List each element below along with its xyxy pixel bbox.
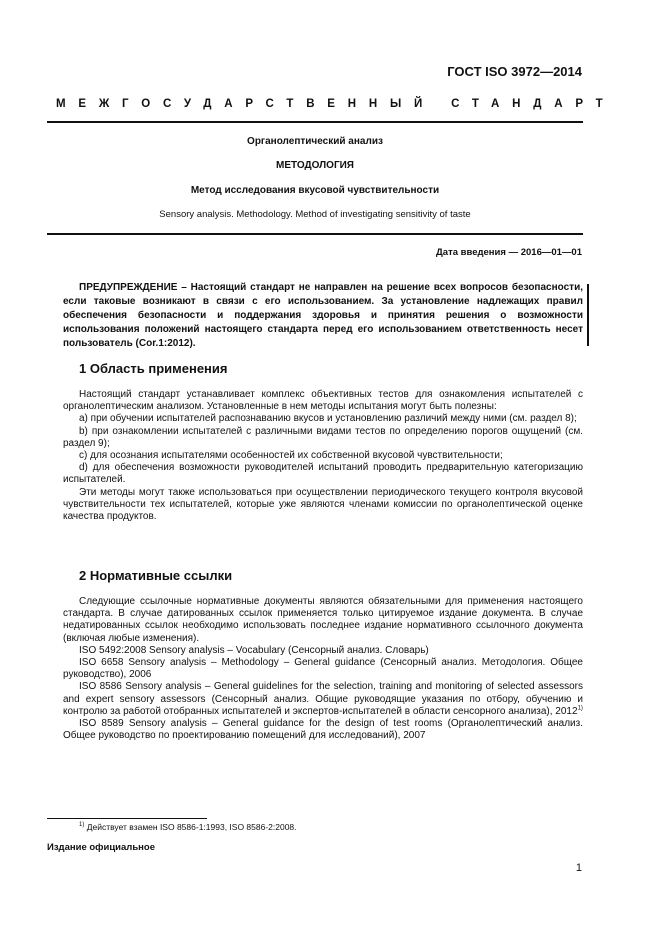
section-1-body bbox=[63, 389, 583, 523]
introduction-date bbox=[436, 247, 582, 258]
list-item: а) при обучении испытателей распознаванию вкусов и установлению различий между ними (см. раздел 8); bbox=[79, 413, 577, 425]
list-item: b) при ознакомлении испытателей с различными видами тестов по определению порогов ощущений (см. раздел 9); bbox=[63, 425, 583, 449]
reference-item: ISO 8589 Sensory analysis – General guidance for the design of test rooms (Органолептический анализ. Общее руководство по проектированию помещений для исследований), 2007 bbox=[63, 718, 583, 742]
section-2-body bbox=[63, 596, 583, 742]
title-line-3: Метод исследования вкусовой чувствительности bbox=[190, 185, 440, 196]
footnote-rule bbox=[47, 818, 207, 819]
reference-item: ISO 6658 Sensory analysis – Methodology – General guidance (Сенсорный анализ. Методология. Общее руководство), 2006 bbox=[63, 657, 583, 681]
paragraph: Эти методы могут также использоваться при осуществлении периодического текущего контроля вкусовой чувствительности тех испытателей, которые уже являются членами комиссии по органолептической оценке качества продуктов. bbox=[63, 486, 583, 523]
document-code: ГОСТ ISO 3972—2014 bbox=[447, 64, 582, 79]
english-title: Sensory analysis. Methodology. Method of investigating sensitivity of taste bbox=[159, 209, 471, 220]
title-rule bbox=[47, 233, 583, 235]
section-1-heading: 1 Область применения bbox=[79, 361, 228, 376]
reference-item: ISO 5492:2008 Sensory analysis – Vocabulary (Сенсорный анализ. Словарь) bbox=[79, 644, 429, 656]
paragraph: Настоящий стандарт устанавливает комплекс объективных тестов для ознакомления испытателей с органолептическим анализом. Установленные в нем методы испытания могут быть полезны: bbox=[63, 389, 583, 413]
title-line-2: МЕТОДОЛОГИЯ bbox=[276, 160, 354, 171]
top-rule bbox=[47, 121, 583, 123]
reference-item bbox=[63, 681, 583, 718]
date-value: — 2016—01—01 bbox=[508, 247, 582, 258]
section-2-heading: 2 Нормативные ссылки bbox=[79, 568, 233, 583]
list-item: c) для осознания испытателями особенностей их собственной вкусовой чувствительности; bbox=[79, 450, 503, 462]
paragraph: Следующие ссылочные нормативные документы являются обязательными для применения настоящего стандарта. В случае датированных ссылок применяется только цитируемое издание документа. В случае недатированных ссылок необходимо использовать последнее издание нормативного ссылочного документа (включая любые изменения). bbox=[63, 596, 583, 644]
warning-block bbox=[63, 281, 583, 351]
title-line-1: Органолептический анализ bbox=[247, 136, 383, 147]
footnote bbox=[79, 822, 297, 832]
edition-label: Издание официальное bbox=[47, 842, 155, 853]
document-type: МЕЖГОСУДАРСТВЕННЫЙ СТАНДАРТ bbox=[56, 98, 616, 110]
date-label: Дата введения bbox=[436, 247, 506, 258]
footnote-mark: 1) bbox=[79, 822, 85, 829]
warning-text: ПРЕДУПРЕЖДЕНИЕ – Настоящий стандарт не направлен на решение всех вопросов безопасности, если таковые возникают в связи с его использованием. За установление надлежащих правил обеспечения безопасности и поддержания здоровья и принятия решения о возможности использования положений настоящего стандарта перед его использованием ответственность несет пользователь (Cor.1:2012). bbox=[63, 282, 583, 349]
footnote-text: Действует взамен ISO 8586-1:1993, ISO 8586-2:2008. bbox=[86, 822, 297, 832]
change-bar bbox=[587, 284, 589, 346]
page-number: 1 bbox=[575, 862, 582, 874]
reference-text: ISO 8586 Sensory analysis – General guidelines for the selection, training and monitoring of selected assessors and expert sensory assessors (Сенсорный анализ. Общие руководящие указания по отбору, обучению и контролю за работой отобранных испытателей и экспертов-испытателей в области сенсорного анализа), 2012 bbox=[63, 681, 583, 717]
footnote-ref[interactable]: 1) bbox=[577, 705, 583, 712]
list-item: d) для обеспечения возможности руководителей испытаний проводить предварительную категоризацию испытателей. bbox=[63, 462, 583, 486]
